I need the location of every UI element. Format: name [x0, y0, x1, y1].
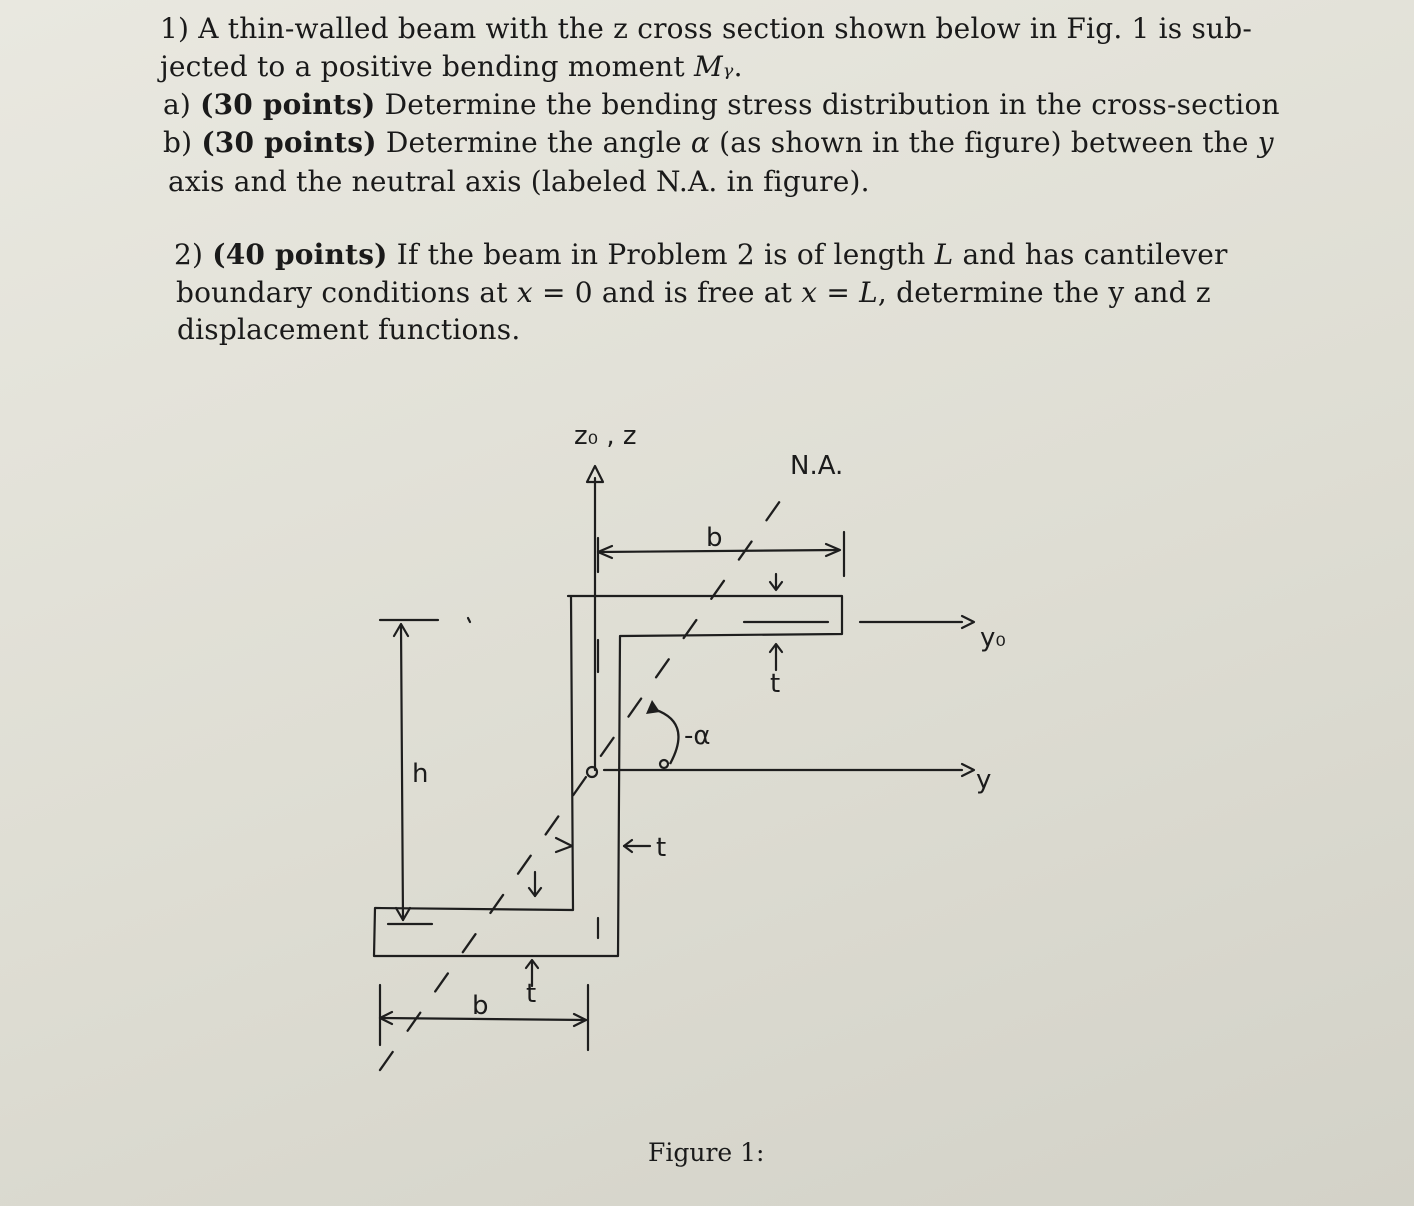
- y0-axis-arrowhead: [962, 616, 974, 628]
- web-thickness-label: t: [656, 833, 667, 863]
- alpha-angle-arc: [650, 708, 678, 764]
- top-flange-thickness-label: t: [770, 669, 781, 699]
- y-axis-label: y: [976, 765, 992, 795]
- problem-1-line-2: jected to a positive bending moment Mᵧ.: [160, 50, 743, 83]
- y0-axis-label: y₀: [980, 623, 1006, 653]
- alpha-label: -α: [684, 721, 711, 751]
- problem-1-part-b: b) (30 points) Determine the angle α (as shown in the figure) between the y: [163, 126, 1274, 159]
- bottom-b-label: b: [472, 991, 489, 1021]
- h-label: h: [412, 759, 429, 789]
- problem-1-part-b-cont: axis and the neutral axis (labeled N.A. in figure).: [168, 165, 870, 198]
- problem-1-line-1: 1) A thin-walled beam with the z cross section shown below in Fig. 1 is sub-: [160, 12, 1253, 45]
- problem-2-line-2: boundary conditions at x = 0 and is free at x = L, determine the y and z: [176, 276, 1211, 309]
- neutral-axis-line: [380, 484, 792, 1070]
- problem-2-line-1: 2) (40 points) If the beam in Problem 2 is of length L and has cantilever: [174, 238, 1228, 271]
- h-dimension-line: [401, 626, 403, 920]
- z0-z-axis-label: z₀ , z: [574, 421, 637, 451]
- problem-2-line-3: displacement functions.: [177, 313, 521, 346]
- problem-1-part-a: a) (30 points) Determine the bending stress distribution in the cross-section: [163, 88, 1280, 121]
- y-axis-arrowhead: [962, 764, 974, 776]
- top-b-label: b: [706, 523, 723, 553]
- bottom-flange-thickness-label: t: [526, 979, 537, 1009]
- figure-caption: Figure 1:: [648, 1138, 765, 1167]
- neutral-axis-label: N.A.: [790, 451, 844, 481]
